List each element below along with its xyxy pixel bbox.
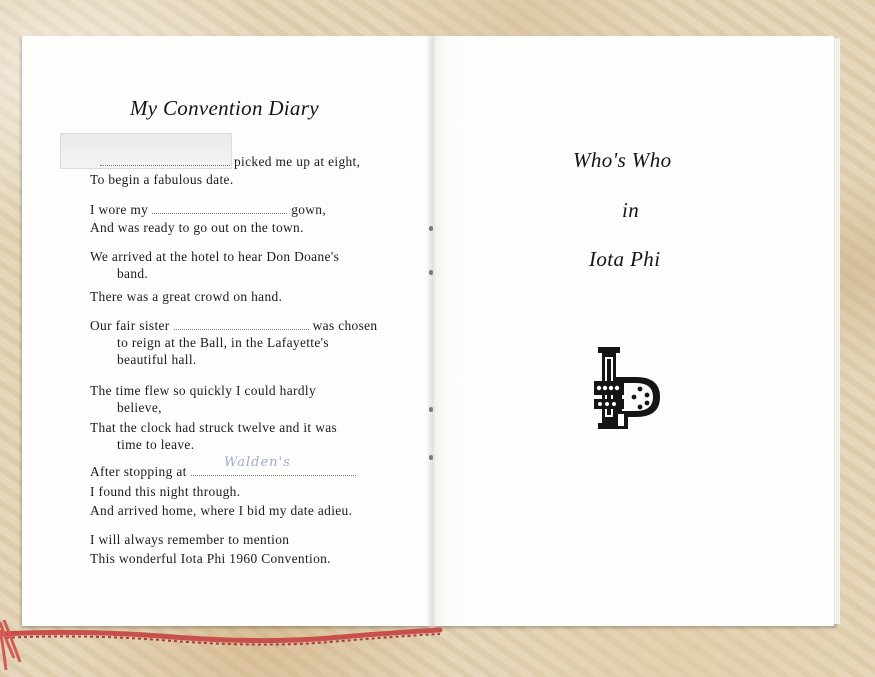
cord-svg xyxy=(0,600,460,677)
blank-underline xyxy=(152,211,287,214)
diary-line: I will always remember to mention xyxy=(90,532,290,547)
page-edges xyxy=(834,38,840,624)
diary-line: And was ready to go out on the town. xyxy=(90,220,304,235)
diary-line-text: picked me up at eight, xyxy=(234,154,361,169)
diary-line xyxy=(96,154,360,170)
handwritten-entry: Walden's xyxy=(224,455,291,470)
diary-line: I found this night through. xyxy=(90,484,241,499)
iota-phi-crest-icon xyxy=(592,345,664,436)
iota-phi-title: Iota Phi xyxy=(589,247,661,271)
diary-line xyxy=(90,318,377,334)
diary-line: This wonderful Iota Phi 1960 Convention. xyxy=(90,551,331,566)
book-gutter xyxy=(426,36,436,626)
binding-hole xyxy=(429,407,433,412)
diary-line: We arrived at the hotel to hear Don Doane's xyxy=(90,249,340,264)
blank-underline xyxy=(174,327,309,330)
binding-hole xyxy=(429,226,433,231)
diary-line-text: After stopping at xyxy=(90,464,187,479)
diary-line: That the clock had struck twelve and it was xyxy=(90,420,338,435)
diary-line: There was a great crowd on hand. xyxy=(90,289,283,304)
diary-line: time to leave. xyxy=(117,437,195,452)
diary-title: My Convention Diary xyxy=(130,96,319,120)
diary-line: believe, xyxy=(117,400,162,415)
binding-hole xyxy=(429,455,433,460)
blank-underline xyxy=(100,163,230,166)
tassel-cord xyxy=(0,600,460,677)
diary-line: To begin a fabulous date. xyxy=(90,172,234,187)
in-title: in xyxy=(622,198,640,222)
diary-line-text: Our fair sister xyxy=(90,318,170,333)
right-page xyxy=(432,36,834,626)
diary-line: beautiful hall. xyxy=(117,352,197,367)
whos-who-title: Who's Who xyxy=(573,148,672,172)
blank-underline xyxy=(191,473,356,476)
diary-line: to reign at the Ball, in the Lafayette's xyxy=(117,335,329,350)
diary-line-text: was chosen xyxy=(312,318,378,333)
diary-line: band. xyxy=(117,266,149,281)
diary-line-text: I wore my xyxy=(90,202,149,217)
crest-svg xyxy=(592,345,664,431)
diary-line: The time flew so quickly I could hardly xyxy=(90,383,316,398)
binding-hole xyxy=(429,270,433,275)
diary-line xyxy=(90,202,326,218)
diary-line: And arrived home, where I bid my date adieu. xyxy=(90,503,353,518)
diary-line-text: gown, xyxy=(291,202,327,217)
